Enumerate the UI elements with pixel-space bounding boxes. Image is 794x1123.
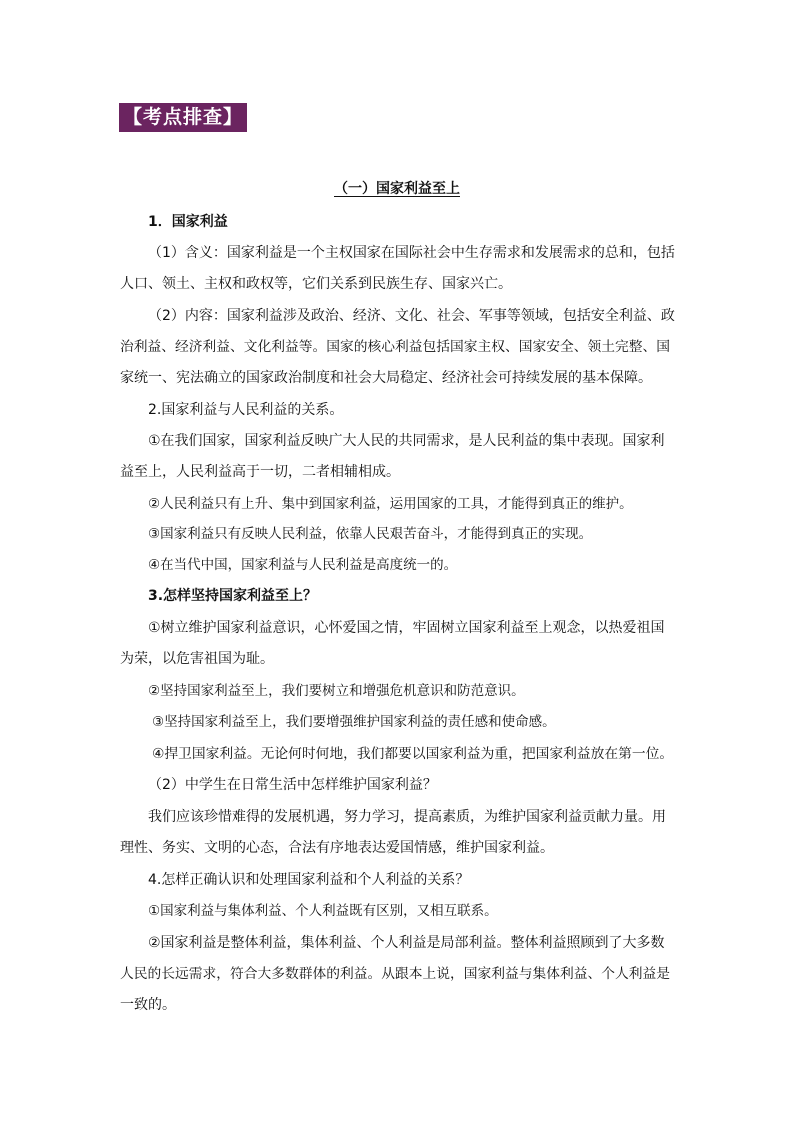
paragraph-line: ②人民利益只有上升、集中到国家利益，运用国家的工具，才能得到真正的维护。 [148, 496, 633, 512]
subheading-relation [148, 400, 676, 420]
paragraph-line: ④捍卫国家利益。无论何时何地，我们都要以国家利益为重，把国家利益放在第一位。 [152, 746, 674, 762]
paragraph-line: ①国家利益与集体利益、个人利益既有区别，又相互联系。 [148, 903, 498, 919]
paragraph-line: ①在我们国家，国家利益反映广大人民的共同需求，是人民利益的集中表现。国家利 [148, 433, 665, 449]
paragraph-line: （1）含义：国家利益是一个主权国家在国际社会中生存需求和发展需求的总和，包括 [148, 245, 675, 261]
section-tag-label: 【考点排查】 [119, 103, 247, 132]
subheading-students: （2）中学生在日常生活中怎样维护国家利益？ [148, 777, 437, 793]
paragraph-line: ②国家利益是整体利益，集体利益、个人利益是局部利益。整体利益照顾到了大多数 [148, 935, 665, 951]
subheading-relation-text: 2.国家利益与人民利益的关系。 [148, 402, 344, 418]
paragraph-line: （2）内容：国家利益涉及政治、经济、文化、社会、军事等领域，包括安全利益、政 [148, 308, 675, 324]
paragraph-line: ②坚持国家利益至上，我们要树立和增强危机意识和防范意识。 [148, 683, 525, 699]
paragraph-line: 治利益、经济利益、文化利益等。国家的核心利益包括国家主权、国家安全、领土完整、国 [120, 339, 671, 355]
subheading-how-to-uphold: 3.怎样坚持国家利益至上？ [148, 588, 318, 604]
paragraph-line: 益至上，人民利益高于一切，二者相辅相成。 [120, 464, 400, 480]
paragraph-line: 一致的。 [120, 997, 176, 1013]
paragraph-line: 为荣，以危害祖国为耻。 [120, 651, 274, 667]
paragraph-line: ④在当代中国，国家利益与人民利益是高度统一的。 [148, 557, 458, 573]
section-heading-text: （一）国家利益至上 [334, 181, 460, 197]
section-heading [0, 178, 794, 198]
paragraph-line: 人民的长远需求，符合大多数群体的利益。从跟本上说，国家利益与集体利益、个人利益是 [120, 966, 671, 982]
paragraph-line: 人口、领土、主权和政权等，它们关系到民族生存、国家兴亡。 [120, 276, 512, 292]
paragraph-line: 理性、务实、文明的心态，合法有序地表达爱国情感，维护国家利益。 [120, 840, 554, 856]
paragraph-line: 家统一、宪法确立的国家政治制度和社会大局稳定、经济社会可持续发展的基本保障。 [120, 370, 652, 386]
paragraph-line: ③国家利益只有反映人民利益，依靠人民艰苦奋斗，才能得到真正的实现。 [148, 526, 593, 542]
paragraph-line: ③坚持国家利益至上，我们要增强维护国家利益的责任感和使命感。 [152, 714, 556, 730]
heading-national-interest: 1．国家利益 [148, 214, 228, 230]
subheading-individual-interest: 4.怎样正确认识和处理国家利益和个人利益的关系？ [148, 872, 470, 888]
paragraph-line: 我们应该珍惜难得的发展机遇，努力学习，提高素质，为维护国家利益贡献力量。用 [148, 809, 666, 825]
paragraph-line: ①树立维护国家利益意识，心怀爱国之情，牢固树立国家利益至上观念，以热爱祖国 [148, 620, 665, 636]
